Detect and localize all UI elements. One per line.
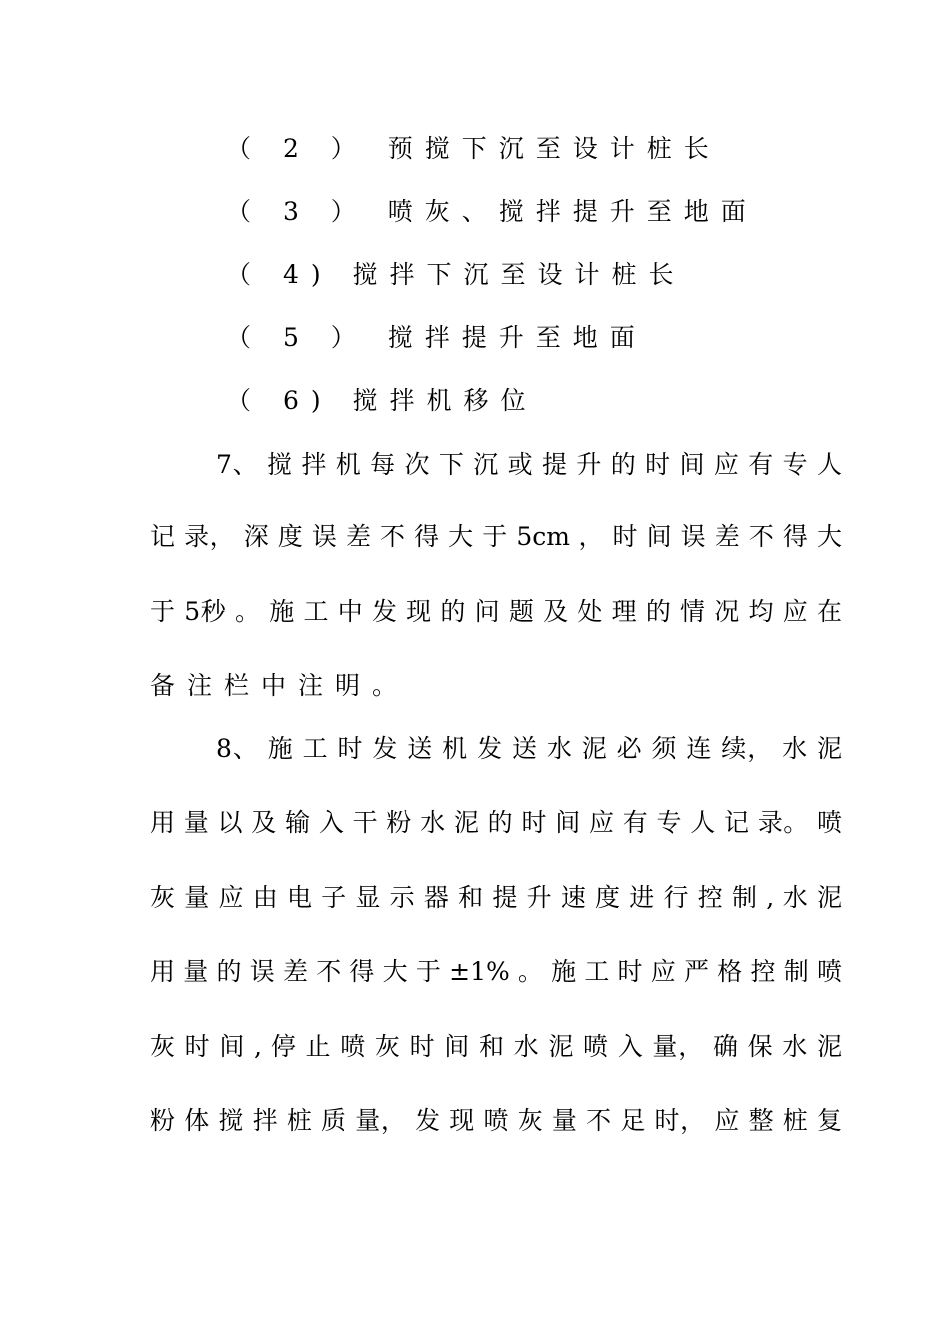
list-item-step-6: （ 6) 搅拌机移位 bbox=[226, 386, 538, 415]
paragraph-line: 8、 施 工 时 发 送 机 发 送 水 泥 必 须 连 续， 水 泥 bbox=[216, 734, 842, 763]
paragraph-line: 7、 搅 拌 机 每 次 下 沉 或 提 升 的 时 间 应 有 专 人 bbox=[216, 450, 842, 479]
paragraph-line: 用 量 以 及 输 入 干 粉 水 泥 的 时 间 应 有 专 人 记 录。 喷 bbox=[150, 808, 842, 837]
paragraph-line: 粉 体 搅 拌 桩 质 量， 发 现 喷 灰 量 不 足 时， 应 整 桩 复 bbox=[150, 1106, 842, 1135]
list-item-step-2: （ 2 ） 预搅下沉至设计桩长 bbox=[226, 134, 721, 163]
paragraph-line: 灰 时 间 , 停 止 喷 灰 时 间 和 水 泥 喷 入 量， 确 保 水 泥 bbox=[150, 1032, 842, 1061]
list-item-step-3: （ 3 ） 喷灰、搅拌提升至地面 bbox=[226, 197, 758, 226]
list-item-step-5: （ 5 ） 搅拌提升至地面 bbox=[226, 323, 647, 352]
paragraph-line: 于 5秒 。 施 工 中 发 现 的 问 题 及 处 理 的 情 况 均 应 在 bbox=[150, 597, 842, 626]
paragraph-line: 备注栏中注明。 bbox=[150, 671, 410, 700]
paragraph-line: 记 录， 深 度 误 差 不 得 大 于 5cm ， 时 间 误 差 不 得 大 bbox=[150, 522, 842, 551]
paragraph-line: 灰 量 应 由 电 子 显 示 器 和 提 升 速 度 进 行 控 制 , 水 泥 bbox=[150, 883, 842, 912]
list-item-step-4: （ 4) 搅拌下沉至设计桩长 bbox=[226, 260, 686, 289]
paragraph-line: 用 量 的 误 差 不 得 大 于 ±1% 。 施 工 时 应 严 格 控 制 喷 bbox=[150, 957, 842, 986]
